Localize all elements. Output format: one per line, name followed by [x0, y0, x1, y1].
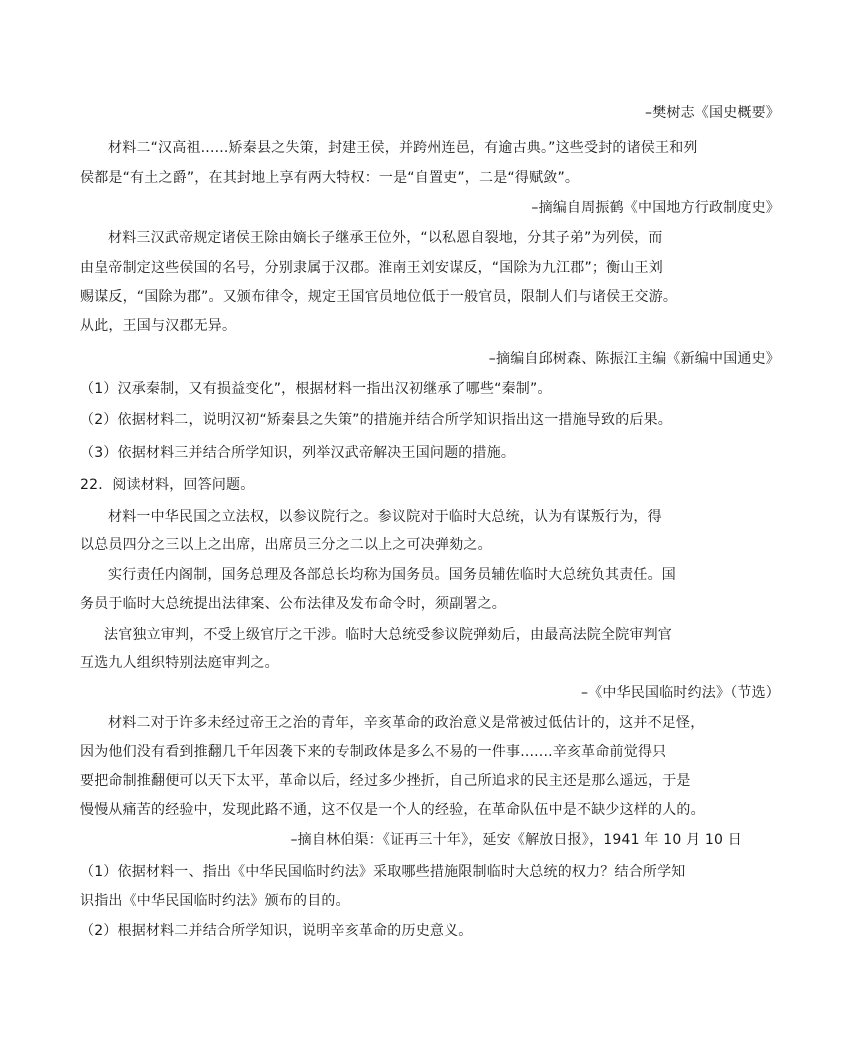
paragraph-line: 材料二“汉高祖......矫秦县之失策，封建王侯，并跨州连邑，有逾古典。”这些受封的诸侯王和列	[108, 140, 698, 156]
paragraph-line: 慢慢从痛苦的经验中，发现此路不通，这不仅是一个人的经验，在革命队伍中是不缺少这样的人的。	[80, 802, 705, 818]
question-line: （1）依据材料一、指出《中华民国临时约法》采取哪些措施限制临时大总统的权力？结合所学知	[80, 864, 686, 880]
paragraph-line: 实行责任内阁制，国务总理及各部总长均称为国务员。国务员辅佐临时大总统负其责任。国	[108, 567, 676, 583]
source-line: –樊树志《国史概要》	[645, 105, 780, 121]
paragraph-line: 赐谋反，“国除为郡”。又颁布律令，规定王国官员地位低于一般官员，限制人们与诸侯王交游。	[80, 289, 678, 305]
source-line: –摘编自邱树森、陈振江主编《新编中国通史》	[488, 351, 780, 367]
question-line: （2）根据材料二并结合所学知识，说明辛亥革命的历史意义。	[80, 923, 473, 939]
paragraph-line: 材料三汉武帝规定诸侯王除由嫡长子继承王位外，“以私恩自裂地，分其子弟”为列侯，而	[108, 230, 663, 246]
question-line: （2）依据材料二，说明汉初“矫秦县之失策”的措施并结合所学知识指出这一措施导致的后果。	[80, 412, 673, 428]
paragraph-line: 以总员四分之三以上之出席，出席员三分之二以上之可决弹劾之。	[80, 537, 492, 553]
paragraph-line: 因为他们没有看到推翻几千年因袭下来的专制政体是多么不易的一件事.......辛亥革命前觉得只	[80, 744, 667, 760]
paragraph-line: 要把命制推翻便可以天下太平，革命以后，经过多少挫折，自己所追求的民主还是那么遥远，于是	[80, 773, 691, 789]
paragraph-line: 互选九人组织特别法庭审判之。	[80, 655, 279, 671]
source-line: –摘编自周振鹤《中国地方行政制度史》	[531, 200, 780, 216]
source-line: –《中华民国临时约法》（节选）	[581, 685, 780, 701]
question-line: （1）汉承秦制，又有损益变化”，根据材料一指出汉初继承了哪些“秦制”。	[80, 381, 552, 397]
question-line: （3）依据材料三并结合所学知识，列举汉武帝解决王国问题的措施。	[80, 445, 516, 461]
question-line: 识指出《中华民国临时约法》颁布的目的。	[80, 893, 350, 909]
paragraph-line: 从此，王国与汉郡无异。	[80, 318, 237, 334]
paragraph-line: 法官独立审判，不受上级官厅之干涉。临时大总统受参议院弹劾后，由最高法院全院审判官	[104, 627, 672, 643]
question-heading: 22．阅读材料，回答问题。	[80, 477, 255, 493]
paragraph-line: 材料二对于许多未经过帝王之治的青年，辛亥革命的政治意义是常被过低估计的，这并不足怪，	[108, 715, 705, 731]
source-line: –摘自林伯渠：《证再三十年》，延安《解放日报》，1941 年 10 月 10 日	[290, 832, 742, 848]
paragraph-line: 材料一中华民国之立法权，以参议院行之。参议院对于临时大总统，认为有谋叛行为，得	[108, 509, 662, 525]
paragraph-line: 由皇帝制定这些侯国的名号，分别隶属于汉郡。淮南王刘安谋反，“国除为九江郡”；衡山王刘	[80, 260, 663, 276]
paragraph-line: 务员于临时大总统提出法律案、公布法律及发布命令时，须副署之。	[80, 596, 506, 612]
paragraph-line: 侯都是“有土之爵”，在其封地上享有两大特权：一是“自置吏”，二是“得赋敛”。	[80, 170, 580, 186]
